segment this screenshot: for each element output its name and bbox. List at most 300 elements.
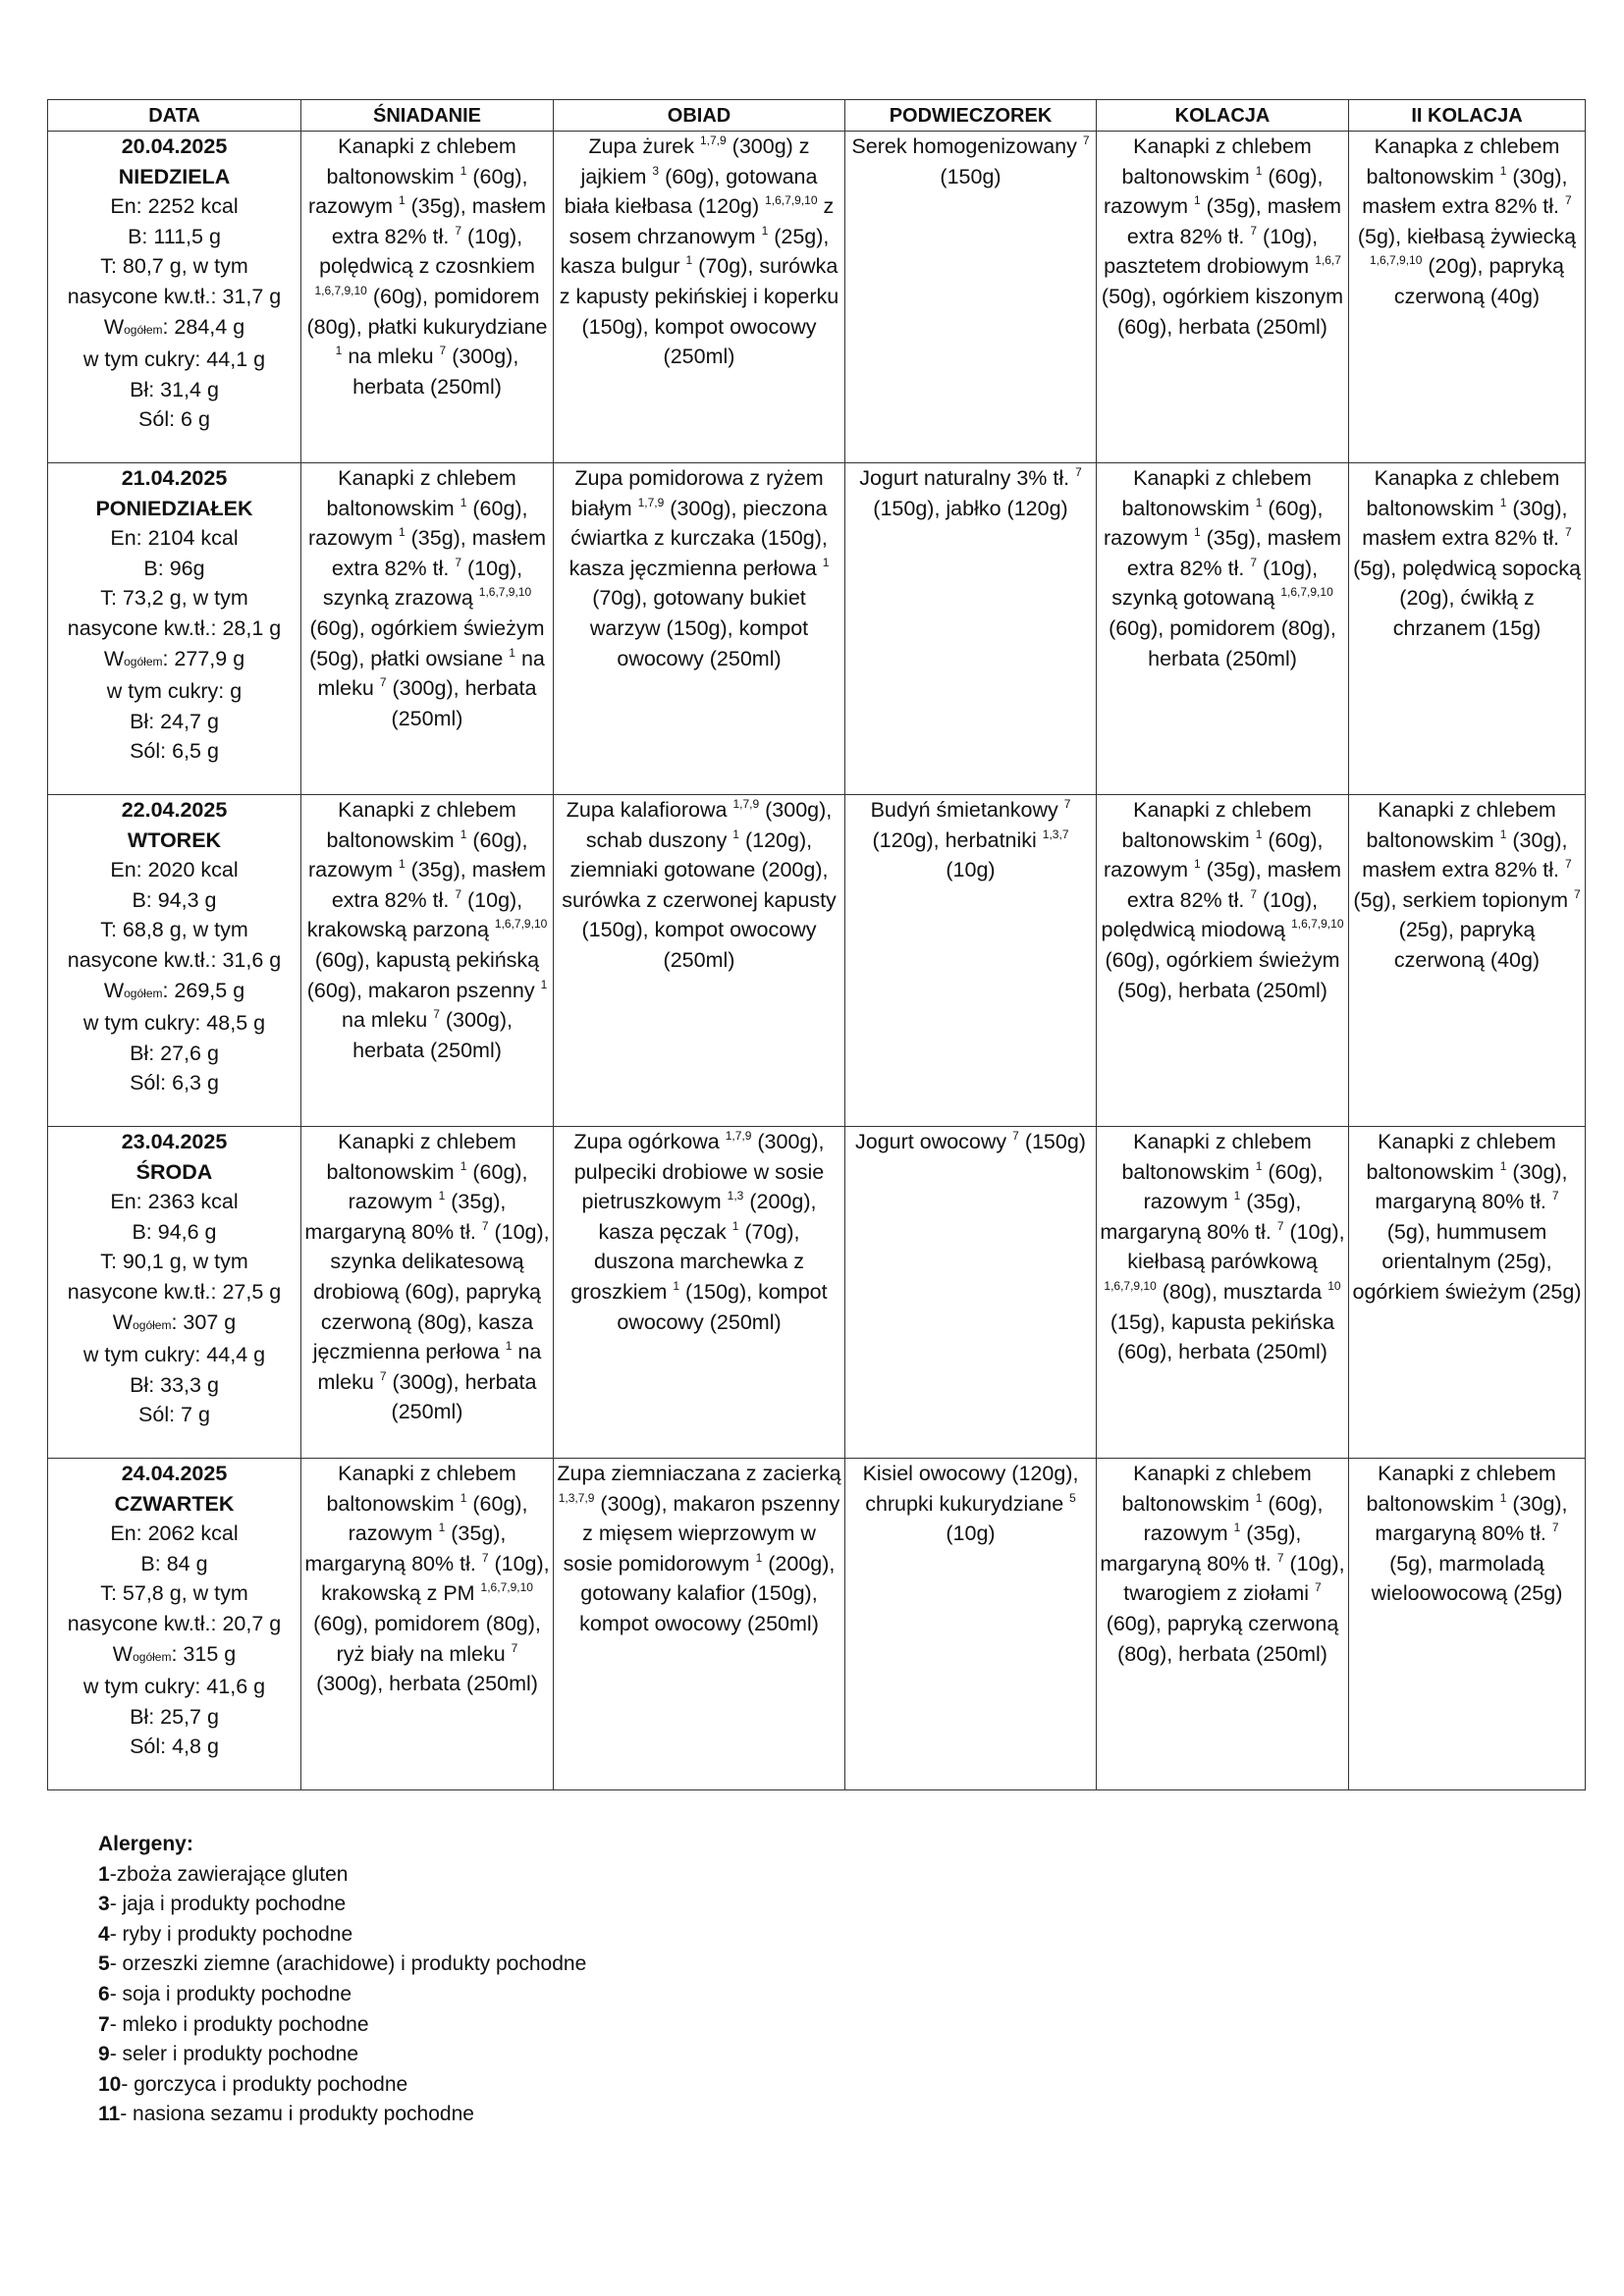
meal-text: Kanapki z chlebem baltonowskim — [1121, 1462, 1312, 1516]
meal-cell-dinner — [1097, 132, 1349, 463]
meal-text: Zupa kalafiorowa — [566, 798, 733, 822]
table-row — [48, 132, 1586, 463]
meal-cell-breakfast — [301, 132, 554, 463]
carbs-subscript: ogółem — [133, 1649, 172, 1664]
nutrition-salt: Sól: 6 g — [138, 407, 210, 432]
meal-cell-lunch — [554, 1459, 845, 1790]
meal-text: (35g), margaryną 80% tł. — [1100, 1522, 1302, 1575]
allergen-superscript: 7 — [1075, 465, 1082, 479]
meal-text: (35g), margaryną 80% tł. — [1100, 1190, 1302, 1244]
nutrition-sat: nasycone kw.tł.: 27,5 g — [67, 1279, 282, 1304]
date-cell — [48, 463, 301, 795]
meal-cell-dinner — [1097, 795, 1349, 1127]
meal-text: (35g), masłem extra 82% tł. — [1126, 526, 1342, 580]
meal-cell-lunch — [554, 463, 845, 795]
carbs-subscript: ogółem — [124, 986, 163, 1000]
meal-text: (10g), twarogiem z ziołami — [1123, 1551, 1345, 1606]
header-sniadanie: ŚNIADANIE — [301, 100, 554, 132]
allergen-number: 10 — [98, 2072, 122, 2096]
allergen-superscript: 1,7,9 — [699, 133, 727, 147]
allergen-superscript: 1 — [822, 555, 830, 569]
carbs-prefix: W — [103, 314, 125, 339]
allergen-superscript: 7 — [1276, 1550, 1284, 1565]
meal-text: Zupa żurek — [588, 134, 700, 158]
allergen-number: 9 — [98, 2043, 110, 2066]
meal-text: (150g) — [1018, 1130, 1086, 1153]
nutrition-carbs — [50, 976, 298, 1009]
allergen-description: - gorczyca i produkty pochodne — [121, 2072, 408, 2096]
allergen-superscript: 1 — [1499, 827, 1507, 841]
weekday: PONIEDZIAŁEK — [95, 496, 253, 520]
nutrition-b: B: 84 g — [140, 1551, 208, 1575]
carbs-value: : 315 g — [171, 1641, 237, 1666]
meal-text: (20g), papryką czerwoną (40g) — [1393, 254, 1564, 308]
allergen-superscript: 5 — [1069, 1490, 1076, 1505]
allergen-number: 5 — [98, 1952, 110, 1976]
allergen-superscript: 1 — [460, 1490, 467, 1505]
allergen-superscript: 1,3,7,9 — [558, 1490, 595, 1505]
meal-text: (300g), pulpeciki drobiowe w sosie pietruszkowym — [573, 1130, 825, 1214]
meal-text: (30g), masłem extra 82% tł. — [1362, 164, 1568, 219]
allergen-superscript: 1 — [540, 977, 548, 991]
meal-text: (30g), margaryną 80% tł. — [1375, 1491, 1568, 1546]
nutrition-sat: nasycone kw.tł.: 31,6 g — [67, 947, 282, 972]
header-kolacja: KOLACJA — [1097, 100, 1349, 132]
meal-text: na mleku — [342, 345, 440, 369]
allergen-superscript: 1 — [1233, 1189, 1241, 1203]
meal-text: (70g), gotowany bukiet warzyw (150g), kompot owocowy (250ml) — [589, 586, 809, 670]
allergen-description: - orzeszki ziemne (arachidowe) i produkty pochodne — [109, 1952, 587, 1976]
meal-text: (5g), kiełbasą żywiecką — [1357, 224, 1577, 248]
meal-text: (35g), masłem extra 82% tł. — [331, 526, 547, 580]
nutrition-fiber: Bł: 25,7 g — [130, 1704, 219, 1729]
allergen-item — [98, 1980, 586, 2010]
meal-text: Kanapki z chlebem baltonowskim — [1366, 1130, 1556, 1184]
meal-text: (60g), pomidorem (80g), płatki kukurydziane — [306, 284, 548, 339]
meal-text: (300g), herbata (250ml) — [316, 1672, 538, 1696]
meal-text: (150g), jabłko (120g) — [873, 496, 1068, 520]
meal-text: (300g), herbata (250ml) — [386, 1369, 537, 1424]
allergen-description: - seler i produkty pochodne — [109, 2043, 358, 2066]
allergen-superscript: 1,7,9 — [732, 797, 760, 811]
meal-text: (25g), papryką czerwoną (40g) — [1393, 918, 1541, 972]
meal-cell-breakfast — [301, 1127, 554, 1459]
nutrition-salt: Sól: 6,3 g — [130, 1071, 219, 1095]
carbs-subscript: ogółem — [124, 654, 163, 668]
meal-text: (60g), papryką czerwoną (80g), herbata (250ml) — [1106, 1611, 1339, 1666]
allergen-superscript: 1,6,7,9,10 — [480, 1580, 533, 1595]
meal-cell-lunch — [554, 132, 845, 463]
date: 23.04.2025 — [121, 1130, 228, 1153]
allergen-superscript: 1 — [685, 253, 693, 268]
header-row — [48, 100, 1586, 132]
meal-text: (35g), masłem extra 82% tł. — [331, 858, 547, 912]
nutrition-salt: Sól: 4,8 g — [130, 1735, 219, 1759]
allergen-item — [98, 2010, 586, 2041]
allergen-superscript: 7 — [1565, 525, 1572, 540]
meal-text: (60g), razowym — [348, 1491, 528, 1546]
allergen-superscript: 1,6,7 — [1315, 253, 1341, 268]
meal-text: Kisiel owocowy (120g), chrupki kukurydziane — [862, 1462, 1079, 1516]
date: 20.04.2025 — [121, 134, 228, 158]
allergens-title: Alergeny: — [98, 1833, 193, 1855]
nutrition-en: En: 2252 kcal — [110, 194, 239, 219]
meal-text: (35g), masłem extra 82% tł. — [1126, 194, 1342, 248]
nutrition-b: B: 96g — [143, 556, 205, 580]
allergen-superscript: 1 — [761, 223, 769, 238]
meal-text: (10g) — [946, 1522, 996, 1546]
meal-cell-second-dinner — [1349, 132, 1586, 463]
allergen-superscript: 1 — [398, 857, 406, 872]
meal-text: Kanapki z chlebem baltonowskim — [1366, 798, 1556, 852]
allergen-superscript: 1 — [1193, 525, 1201, 540]
allergen-superscript: 7 — [1551, 1521, 1559, 1535]
allergen-superscript: 1,3,7 — [1042, 827, 1069, 841]
allergen-superscript: 7 — [1315, 1580, 1322, 1595]
nutrition-en: En: 2363 kcal — [110, 1190, 239, 1214]
meal-text: Kanapki z chlebem baltonowskim — [1121, 134, 1312, 188]
meal-text: Kanapka z chlebem baltonowskim — [1366, 134, 1560, 188]
allergen-number: 4 — [98, 1922, 110, 1946]
date-cell — [48, 132, 301, 463]
meal-text: (120g), herbatniki — [872, 828, 1043, 852]
allergen-superscript: 1 — [1255, 495, 1263, 509]
meal-text: Kanapki z chlebem baltonowskim — [326, 1130, 516, 1184]
meal-text: (120g), ziemniaki gotowane (200g), surówka z czerwonej kapusty (150g), kompot owocowy (250ml) — [562, 828, 837, 972]
carbs-prefix: W — [112, 1309, 134, 1334]
allergen-superscript: 1 — [1499, 495, 1507, 509]
carbs-subscript: ogółem — [124, 322, 163, 337]
meal-text: (150g), kompot owocowy (250ml) — [617, 1279, 828, 1334]
meal-cell-lunch — [554, 795, 845, 1127]
nutrition-sugar: w tym cukry: 44,4 g — [82, 1343, 266, 1367]
nutrition-en: En: 2020 kcal — [110, 858, 239, 882]
meal-text: (30g), masłem extra 82% tł. — [1362, 828, 1568, 882]
allergen-superscript: 1 — [755, 1550, 763, 1565]
carbs-value: : 307 g — [171, 1309, 237, 1334]
meal-text: (60g), razowym — [307, 496, 528, 551]
allergen-number: 11 — [98, 2103, 121, 2126]
allergen-description: - soja i produkty pochodne — [109, 1982, 352, 2005]
meal-text: Budyń śmietankowy — [870, 798, 1064, 822]
meal-text: (10g), szynką gotowaną — [1111, 556, 1319, 611]
nutrition-fiber: Bł: 33,3 g — [130, 1372, 219, 1397]
meal-text: na mleku — [341, 1008, 434, 1033]
nutrition-t: T: 90,1 g, w tym — [100, 1250, 248, 1274]
meal-cell-breakfast — [301, 463, 554, 795]
allergen-number: 7 — [98, 2012, 110, 2036]
meal-text: na mleku — [317, 1340, 542, 1394]
nutrition-salt: Sól: 6,5 g — [130, 739, 219, 764]
table-row — [48, 1127, 1586, 1459]
meal-text: (5g), polędwicą sopocką (20g), ćwikłą z chrzanem (15g) — [1353, 556, 1581, 640]
meal-text: (5g), hummusem orientalnym (25g), ogórkiem świeżym (25g) — [1352, 1219, 1582, 1304]
table-row — [48, 795, 1586, 1127]
meal-text: Kanapka z chlebem baltonowskim — [1366, 466, 1560, 520]
allergen-superscript: 7 — [455, 555, 462, 569]
allergen-superscript: 7 — [1565, 857, 1572, 872]
allergen-superscript: 1,7,9 — [637, 495, 665, 509]
meal-text: (10g), krakowską parzoną — [306, 887, 523, 942]
allergen-superscript: 7 — [1250, 223, 1258, 238]
meal-text: (200g), kasza pęczak — [598, 1190, 817, 1244]
allergen-superscript: 1,6,7,9,10 — [1370, 253, 1423, 268]
meal-text: Kanapki z chlebem baltonowskim — [1121, 1130, 1312, 1184]
carbs-value: : 284,4 g — [162, 314, 245, 339]
meal-cell-afternoon-snack — [845, 795, 1097, 1127]
meal-cell-second-dinner — [1349, 1127, 1586, 1459]
date: 24.04.2025 — [121, 1462, 228, 1485]
allergen-superscript: 1 — [1255, 1158, 1263, 1173]
allergen-superscript: 7 — [1551, 1189, 1559, 1203]
allergen-superscript: 1,6,7,9,10 — [1291, 917, 1344, 932]
meal-text: na mleku — [317, 646, 545, 701]
nutrition-sat: nasycone kw.tł.: 20,7 g — [67, 1611, 282, 1635]
meal-text: Kanapki z chlebem baltonowskim — [1366, 1462, 1556, 1516]
nutrition-carbs — [50, 644, 298, 677]
meal-text: (35g), margaryną 80% tł. — [304, 1190, 507, 1244]
header-ii-kolacja: II KOLACJA — [1349, 100, 1586, 132]
allergen-superscript: 1 — [460, 163, 467, 178]
meal-text: Kanapki z chlebem baltonowskim — [326, 1462, 516, 1516]
carbs-prefix: W — [112, 1641, 134, 1666]
allergen-item — [98, 2040, 586, 2070]
allergen-superscript: 7 — [379, 675, 387, 690]
meal-text: (60g), kapustą pekińską (60g), makaron pszenny — [306, 947, 541, 1002]
meal-text: (300g), herbata (250ml) — [352, 1008, 513, 1062]
allergen-superscript: 1 — [505, 1339, 513, 1354]
nutrition-t: T: 80,7 g, w tym — [100, 254, 248, 279]
allergen-superscript: 1 — [438, 1521, 446, 1535]
allergen-superscript: 7 — [1250, 886, 1258, 901]
allergen-superscript: 1 — [460, 1158, 467, 1173]
nutrition-carbs — [50, 1639, 298, 1673]
allergen-superscript: 1 — [398, 193, 406, 208]
allergen-superscript: 3 — [652, 163, 660, 178]
meal-cell-breakfast — [301, 1459, 554, 1790]
allergen-item — [98, 1890, 586, 1920]
allergen-superscript: 1 — [1255, 1490, 1263, 1505]
nutrition-salt: Sól: 7 g — [138, 1403, 210, 1427]
header-data: DATA — [48, 100, 301, 132]
meal-text: (10g), szynką zrazową — [322, 556, 523, 611]
allergen-superscript: 1,6,7,9,10 — [494, 917, 548, 932]
allergen-superscript: 7 — [1063, 797, 1071, 811]
nutrition-fiber: Bł: 31,4 g — [130, 377, 219, 401]
header-podwieczorek: PODWIECZOREK — [845, 100, 1097, 132]
nutrition-sat: nasycone kw.tł.: 28,1 g — [67, 615, 282, 640]
date: 21.04.2025 — [121, 466, 228, 490]
meal-text: (60g), razowym — [1143, 1491, 1324, 1546]
allergen-item — [98, 2070, 586, 2101]
date-cell — [48, 1127, 301, 1459]
nutrition-sat: nasycone kw.tł.: 31,7 g — [67, 284, 282, 308]
meal-text: (10g), polędwicą z czosnkiem — [319, 224, 535, 279]
allergen-superscript: 7 — [511, 1640, 518, 1655]
meal-text: (60g), razowym — [307, 828, 528, 882]
allergen-superscript: 1 — [1255, 827, 1263, 841]
allergen-superscript: 1 — [1193, 193, 1201, 208]
meal-cell-dinner — [1097, 1459, 1349, 1790]
allergen-superscript: 1 — [1193, 857, 1201, 872]
meal-cell-afternoon-snack — [845, 1459, 1097, 1790]
meal-cell-afternoon-snack — [845, 132, 1097, 463]
nutrition-fiber: Bł: 27,6 g — [130, 1041, 219, 1065]
allergen-item — [98, 1949, 586, 1980]
nutrition-b: B: 94,6 g — [132, 1219, 217, 1244]
meal-text: (30g), margaryną 80% tł. — [1375, 1159, 1568, 1214]
allergen-superscript: 7 — [481, 1550, 489, 1565]
meal-text: (30g), masłem extra 82% tł. — [1362, 496, 1568, 551]
weekday: CZWARTEK — [114, 1491, 235, 1516]
nutrition-carbs — [50, 312, 298, 346]
allergen-superscript: 1,6,7,9,10 — [478, 585, 532, 600]
table-row — [48, 1459, 1586, 1790]
allergen-superscript: 7 — [1573, 886, 1581, 901]
meal-text: (300g), herbata (250ml) — [352, 345, 519, 399]
nutrition-sugar: w tym cukry: 41,6 g — [82, 1675, 266, 1699]
meal-text: Jogurt owocowy — [855, 1130, 1013, 1153]
allergen-superscript: 7 — [455, 886, 462, 901]
meal-text: (60g), razowym — [307, 164, 528, 219]
weekday: WTOREK — [127, 828, 222, 852]
allergen-superscript: 1 — [731, 1218, 739, 1233]
allergen-superscript: 1 — [1499, 1158, 1507, 1173]
allergen-superscript: 7 — [1082, 133, 1090, 147]
nutrition-t: T: 68,8 g, w tym — [100, 918, 248, 942]
meal-text: (60g), ogórkiem świeżym (50g), herbata (250ml) — [1105, 947, 1340, 1002]
allergen-number: 3 — [98, 1893, 110, 1916]
allergen-superscript: 7 — [379, 1368, 387, 1383]
carbs-value: : 269,5 g — [162, 978, 245, 1002]
table-row — [48, 463, 1586, 795]
meal-text: (70g), duszona marchewka z groszkiem — [570, 1219, 804, 1304]
allergen-description: - mleko i produkty pochodne — [109, 2012, 369, 2036]
meal-cell-second-dinner — [1349, 795, 1586, 1127]
menu-table — [47, 99, 1586, 1790]
meal-text: (60g), pomidorem (80g), herbata (250ml) — [1109, 615, 1336, 670]
allergen-superscript: 1,7,9 — [725, 1129, 752, 1143]
allergen-superscript: 1 — [1233, 1521, 1241, 1535]
meal-text: (60g), razowym — [1143, 1159, 1324, 1214]
meal-text: (35g), margaryną 80% tł. — [304, 1522, 507, 1575]
date: 22.04.2025 — [121, 798, 228, 822]
meal-text: (60g), gotowana biała kiełbasa (120g) — [564, 164, 818, 219]
meal-text: (10g), kiełbasą parówkową — [1127, 1219, 1345, 1274]
carbs-prefix: W — [103, 978, 125, 1002]
meal-cell-dinner — [1097, 463, 1349, 795]
meal-text: (300g) z jajkiem — [580, 134, 810, 188]
nutrition-t: T: 73,2 g, w tym — [100, 586, 248, 611]
allergen-superscript: 1 — [673, 1278, 680, 1293]
meal-cell-dinner — [1097, 1127, 1349, 1459]
allergen-description: - ryby i produkty pochodne — [109, 1922, 353, 1946]
allergen-superscript: 7 — [439, 344, 447, 358]
allergen-superscript: 7 — [481, 1218, 489, 1233]
meal-cell-second-dinner — [1349, 463, 1586, 795]
meal-text: (25g), kasza bulgur — [560, 224, 830, 279]
meal-cell-lunch — [554, 1127, 845, 1459]
meal-text: (70g), surówka z kapusty pekińskiej i koperku (150g), kompot owocowy (250ml) — [559, 254, 839, 369]
allergen-superscript: 1 — [398, 525, 406, 540]
nutrition-en: En: 2104 kcal — [110, 526, 239, 551]
allergen-superscript: 7 — [1012, 1129, 1019, 1143]
meal-text: Zupa ogórkowa — [573, 1130, 726, 1153]
allergen-superscript: 1 — [1499, 163, 1507, 178]
allergen-item — [98, 1860, 586, 1891]
nutrition-fiber: Bł: 24,7 g — [130, 709, 219, 733]
meal-text: (50g), ogórkiem kiszonym (60g), herbata (250ml) — [1101, 284, 1344, 339]
allergen-superscript: 10 — [1327, 1278, 1341, 1293]
allergen-superscript: 7 — [1565, 193, 1572, 208]
allergen-superscript: 1,6,7,9,10 — [1104, 1278, 1157, 1293]
meal-text: Serek homogenizowany — [851, 134, 1083, 158]
meal-text: (35g), masłem extra 82% tł. — [331, 194, 547, 248]
header-obiad: OBIAD — [554, 100, 845, 132]
meal-text: Jogurt naturalny 3% tł. — [859, 466, 1076, 490]
allergen-superscript: 1,6,7,9,10 — [765, 193, 818, 208]
nutrition-sugar: w tym cukry: g — [106, 679, 243, 704]
date-cell — [48, 1459, 301, 1790]
meal-text: Zupa ziemniaczana z zacierką — [557, 1462, 841, 1485]
meal-text: (10g), szynka delikatesową drobiową (60g), papryką czerwoną (80g), kasza jęczmienna perłowa — [312, 1219, 550, 1364]
meal-text: Zupa pomidorowa z ryżem białym — [570, 466, 824, 520]
meal-cell-afternoon-snack — [845, 1127, 1097, 1459]
meal-text: (5g), marmoladą wieloowocową (25g) — [1371, 1551, 1563, 1606]
meal-text: Kanapki z chlebem baltonowskim — [1121, 466, 1312, 520]
allergen-superscript: 1 — [1255, 163, 1263, 178]
meal-text: (200g), gotowany kalafior (150g), kompot owocowy (250ml) — [579, 1551, 836, 1635]
meal-text: (60g), razowym — [1103, 164, 1324, 219]
nutrition-t: T: 57,8 g, w tym — [100, 1581, 248, 1606]
allergen-superscript: 1 — [460, 495, 467, 509]
meal-text: (150g) — [940, 164, 1001, 188]
allergen-superscript: 1,6,7,9,10 — [1280, 585, 1333, 600]
carbs-prefix: W — [103, 646, 125, 670]
meal-text: (15g), kapusta pekińska (60g), herbata (250ml) — [1110, 1309, 1335, 1364]
allergen-number: 6 — [98, 1982, 110, 2005]
nutrition-b: B: 94,3 g — [132, 887, 217, 912]
allergen-description: -zboża zawierające gluten — [109, 1862, 349, 1886]
date-cell — [48, 795, 301, 1127]
weekday: NIEDZIELA — [118, 164, 231, 188]
meal-text: Kanapki z chlebem baltonowskim — [326, 466, 516, 520]
allergen-superscript: 1 — [460, 827, 467, 841]
allergen-superscript: 7 — [1250, 555, 1258, 569]
carbs-subscript: ogółem — [133, 1317, 172, 1332]
meal-text: (60g), pomidorem (80g), ryż biały na mleku — [313, 1611, 541, 1666]
meal-text: (300g), schab duszony — [585, 798, 833, 852]
meal-cell-afternoon-snack — [845, 463, 1097, 795]
allergen-superscript: 7 — [433, 1007, 440, 1022]
allergen-description: - jaja i produkty pochodne — [109, 1893, 347, 1916]
meal-text: (10g), pasztetem drobiowym — [1104, 224, 1319, 279]
allergen-superscript: 1,3 — [727, 1189, 744, 1203]
meal-text: Kanapki z chlebem baltonowskim — [1121, 798, 1312, 852]
nutrition-b: B: 111,5 g — [128, 224, 221, 248]
meal-cell-breakfast — [301, 795, 554, 1127]
allergen-superscript: 1 — [335, 344, 343, 358]
allergen-description: - nasiona sezamu i produkty pochodne — [120, 2103, 474, 2126]
meal-text: (5g), serkiem topionym — [1353, 887, 1574, 912]
allergens-legend — [98, 1830, 586, 2130]
meal-text: (80g), musztarda — [1156, 1279, 1328, 1304]
allergen-superscript: 1 — [732, 827, 739, 841]
nutrition-en: En: 2062 kcal — [110, 1522, 239, 1546]
meal-text: (60g), razowym — [348, 1159, 528, 1214]
allergen-number: 1 — [98, 1862, 110, 1886]
meal-text: Kanapki z chlebem baltonowskim — [326, 134, 516, 188]
